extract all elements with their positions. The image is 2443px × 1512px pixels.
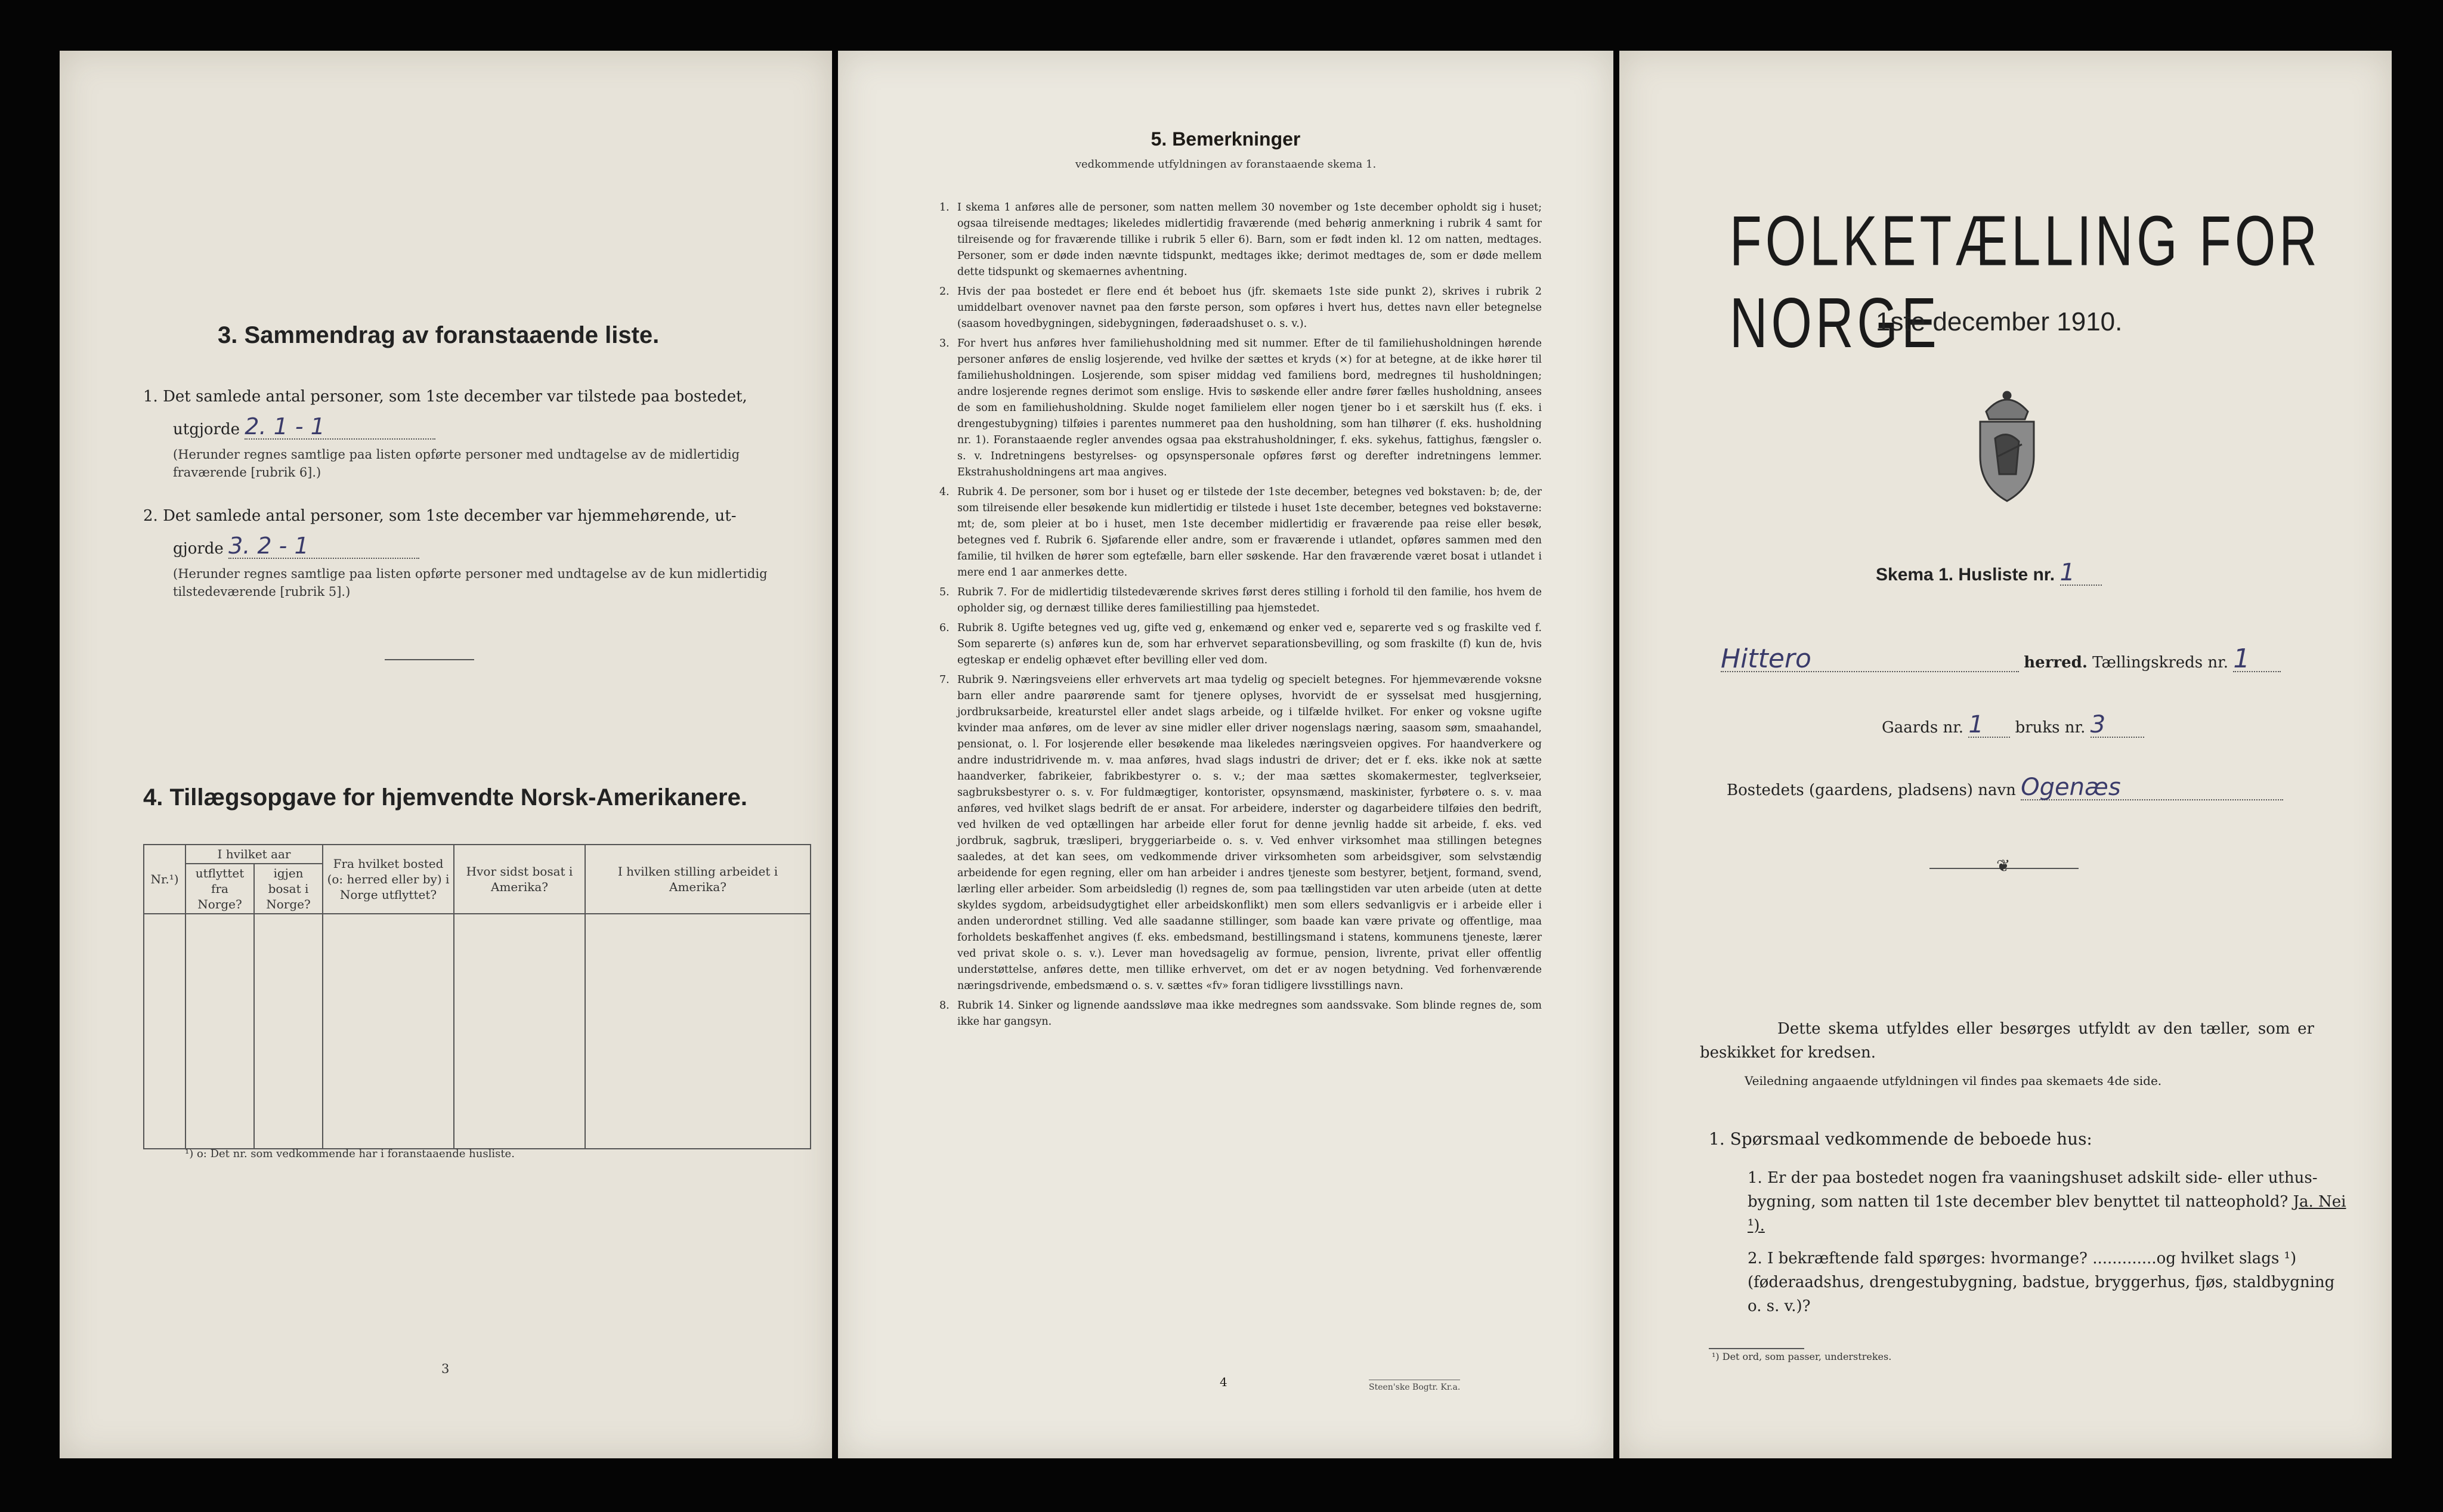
header-from-where: Fra hvilket bosted (o: herred eller by) i Norge utflyttet? <box>323 845 454 914</box>
remark-item <box>939 998 1542 1030</box>
remark-item <box>939 284 1542 332</box>
remarks-list <box>939 200 1542 1034</box>
table-row <box>144 1081 811 1115</box>
table-row <box>144 1048 811 1081</box>
remark-item <box>939 585 1542 617</box>
question-2-label: gjorde <box>173 540 224 558</box>
remarks-subheading: vedkommende utfyldningen av foranstaaende skema 1. <box>1075 158 1377 171</box>
question-2-answer-row <box>173 534 419 561</box>
question-2-text: 2. Det samlede antal personer, som 1ste december var hjemmehørende, ut- <box>143 507 737 525</box>
page-1-cover <box>1619 51 2392 1458</box>
house-question-1-text: 1. Er der paa bostedet nogen fra vaaningshuset adskilt side- eller uthus-bygning, som natten til 1ste december blev benyttet til natteophold? <box>1748 1169 2318 1211</box>
remark-text: Rubrik 8. Ugifte betegnes ved ug, gifte ved g, enkemænd og enker ved e, separerte ved s og fraskilte ved f. Som separerte (s) anføres kun de, som har erhvervet separationsbevilling, og som fraskilte (f) kun de, hvis egteskap er endelig ophævet efter bevilling eller ved dom. <box>957 622 1542 666</box>
table-row <box>144 1015 811 1048</box>
norwegian-coat-of-arms-icon <box>1962 385 2052 504</box>
remark-number: 2. <box>939 286 950 298</box>
gaards-value: 1 <box>1968 713 2010 738</box>
house-question-1 <box>1748 1166 2350 1238</box>
norsk-amerikaner-table <box>143 844 811 1149</box>
herred-value: Hittero <box>1721 647 2019 672</box>
ornament-icon: ❦ <box>1996 856 2011 876</box>
house-question-1-answer: Ja. Nei ¹). <box>1748 1193 2346 1235</box>
kreds-label: Tællingskreds nr. <box>2092 654 2228 672</box>
remark-text: Rubrik 7. For de midlertidig tilstedeværende skrives først deres stilling i forhold til den familie, hos hvem de opholder sig, og dernæst tillike deres familiestilling paa hjemstedet. <box>957 586 1542 614</box>
bosted-row <box>1727 775 2283 802</box>
remark-text: For hvert hus anføres hver familiehusholdning med sit nummer. Efter de til familiehusholdningen hørende personer anføres de enslig losjerende, ved hvilke der sættes et kryds (×) for at betegne, at de ikke hører til familiehusholdningen. Losjerende, som spiser middag ved familiens bord, medregnes til husholdningen; andre losjerende regnes derimot som enslige. Hvis to søskende eller andre fører fælles husholdning, ansees de som en familiehusholdning. Skulde noget familielem eller nogen tjener bo i et særskilt hus (f. eks. i drengestubygning) tilføies i parentes nummeret paa den husholdning, som han tilhører (f. eks. husholdning nr. 1). Foranstaaende regler anvendes ogsaa paa ekstrahusholdninger, f. eks. sykehus, fattighus, fængsler o. s. v. Indretningens bestyrelses- og opsynspersonale opføres først og derefter indretningens lemmer. Ekstrahusholdningens art maa angives. <box>957 338 1542 478</box>
remark-item <box>939 336 1542 481</box>
remark-number: 7. <box>939 674 950 686</box>
page-number: 4 <box>1220 1375 1227 1389</box>
questions-heading: 1. Spørsmaal vedkommende de beboede hus: <box>1709 1129 2092 1149</box>
header-last-lived: Hvor sidst bosat i Amerika? <box>454 845 585 914</box>
question-2-value: 3. 2 - 1 <box>228 534 419 559</box>
section-4-title: 4. Tillægsopgave for hjemvendte Norsk-Amerikanere. <box>143 784 747 811</box>
remark-text: Rubrik 4. De personer, som bor i huset og er tilstede der 1ste december, betegnes ved bokstaven: b; de, der som tilreisende eller besøkende kun midlertidig er tilstede i huset 1ste december, betegnes ved bokstaverne: mt; de, som pleier at bo i huset, men 1ste december midlertidig er fraværende paa reise eller besøk, betegnes ved f. Rubrik 6. Sjøfarende eller andre, som er fraværende i utlandet, opføres sammen med den familie, til hvilken de hører som egtefælle, barn eller søskende. Har den fraværende været bosat i utlandet i mere end 1 aar anmerkes dette. <box>957 486 1542 579</box>
remark-item <box>939 672 1542 994</box>
census-date: 1ste december 1910. <box>1876 307 2123 336</box>
section-3-title: 3. Sammendrag av foranstaaende liste. <box>218 322 660 348</box>
remark-number: 3. <box>939 338 950 350</box>
kreds-value: 1 <box>2233 647 2281 672</box>
remark-text: Rubrik 14. Sinker og lignende aandssløve maa ikke medregnes som aandssvake. Som blinde regnes de, som ikke har gangsyn. <box>957 1000 1542 1028</box>
herred-label: herred. <box>2024 654 2088 672</box>
house-question-2: 2. I bekræftende fald spørges: hvormange? .............og hvilket slags ¹) (føderaadshus, drengestubygning, badstue, bryggerhus, fjøs, staldbygning o. s. v.)? <box>1748 1250 2335 1315</box>
header-nr: Nr.¹) <box>144 845 185 914</box>
intro-note: Veiledning angaaende utfyldningen vil findes paa skemaets 4de side. <box>1745 1074 2162 1088</box>
footnote: ¹) Det ord, som passer, understrekes. <box>1712 1351 1892 1362</box>
question-1-answer-row <box>173 415 435 441</box>
table-row <box>144 914 811 948</box>
question-2-note: (Herunder regnes samtlige paa listen opførte personer med undtagelse av de kun midlertidig tilstedeværende [rubrik 5].) <box>173 567 768 599</box>
question-1-value: 2. 1 - 1 <box>245 415 435 440</box>
remark-item <box>939 200 1542 280</box>
census-title: FOLKETÆLLING FOR NORGE <box>1730 200 2321 363</box>
header-returned: igjen bosat i Norge? <box>254 864 323 914</box>
page-3-summary <box>60 51 832 1458</box>
remarks-heading: 5. Bemerkninger <box>1151 128 1301 150</box>
table-row <box>144 948 811 981</box>
printer-mark: Steen'ske Bogtr. Kr.a. <box>1369 1380 1460 1392</box>
skema-row <box>1876 561 2102 587</box>
header-emigrated: utflyttet fra Norge? <box>185 864 254 914</box>
question-1-label: utgjorde <box>173 420 240 438</box>
table-row <box>144 981 811 1015</box>
herred-row <box>1721 644 2353 675</box>
husliste-number: 1 <box>2060 561 2102 586</box>
remark-number: 5. <box>939 586 950 598</box>
remark-number: 4. <box>939 486 950 498</box>
remark-number: 8. <box>939 1000 950 1012</box>
table-row <box>144 1115 811 1149</box>
remark-item <box>939 620 1542 669</box>
bruks-label: bruks nr. <box>2015 719 2086 737</box>
table-footnote: ¹) o: Det nr. som vedkommende har i foranstaaende husliste. <box>185 1148 515 1160</box>
remark-number: 6. <box>939 622 950 634</box>
page-number: 3 <box>441 1362 450 1376</box>
bosted-label: Bostedets (gaardens, pladsens) navn <box>1727 781 2016 799</box>
skema-label: Skema 1. Husliste nr. <box>1876 565 2055 585</box>
footnote-divider <box>1709 1348 1804 1349</box>
header-year-group: I hvilket aar <box>185 845 323 864</box>
divider <box>385 659 474 660</box>
remark-text: Rubrik 9. Næringsveiens eller erhvervets art maa tydelig og specielt betegnes. For hjemmeværende voksne barn eller andre paarørende samt for tjenere oplyses, hvorvidt de er sysselsat med husgjerning, jordbruksarbeide, kreaturstel eller andet slags arbeide, og i tilfælde hvilket. For enker og voksne ugifte kvinder maa anføres, om de lever av sine midler eller driver nogenslags næring, saasom søm, smaahandel, pensionat, o. l. For losjerende eller besøkende maa likeledes næringsveien opgives. For haandverkere og andre industridrivende m. v. maa anføres, hvad slags industri de driver; det er f. eks. ikke nok at sætte haandverker, fabrikeier, fabrikbestyrer o. s. v.; der maa sættes skomakermester, teglverkseier, sagbruksbestyrer o. s. v. For fuldmægtiger, kontorister, opsynsmænd, maskinister, fyrbøtere o. s. v. maa anføres, ved hvilket slags bedrift de er ansat. For arbeidere, inderster og dagarbeidere tilføies den bedrift, ved hvilken de ved optællingen har arbeide eller forut for denne jevnlig hadde sit arbeide, f. eks. ved jordbruk, sagbruk, træsliperi, bryggeriarbeide o. s. v. Ved enhver virksomhet maa stillingen betegnes saaledes, at det kan sees, om vedkommende driver virksomheten som arbeidsgiver, som selvstændig arbeidende for egen regning, eller om han arbeider i andres tjeneste som bestyrer, betjent, formand, svend, lærling eller arbeider. Som arbeidsledig (l) regnes de, som paa tællingstiden var uten arbeide (uten at dette skyldes sygdom, arbeidsudygtighet eller arbeidskonflikt) men som ellers sedvanligvis er i arbeide eller i anden underordnet stilling. Ved alle saadanne stillinger, som baade kan være private og offentlige, maa forholdets beskaffenhet angives (f. eks. embedsmand, bestillingsmand i statens, kommunens tjeneste, lærer ved privat skole o. s. v.). Lever man hovedsagelig av formue, pension, livrente, privat eller offentlig understøttelse, anføres dette, men tillike erhvervet, om det er av nogen betydning. Ved forhenværende næringsdrivende, embedsmænd o. s. v. sættes «fv» foran tidligere livsstillings navn. <box>957 674 1542 992</box>
remark-number: 1. <box>939 202 950 214</box>
remark-item <box>939 484 1542 581</box>
question-1-note: (Herunder regnes samtlige paa listen opførte personer med undtagelse av de midlertidig fraværende [rubrik 6].) <box>173 447 740 480</box>
question-1-text: 1. Det samlede antal personer, som 1ste december var tilstede paa bostedet, <box>143 388 747 406</box>
intro-text: Dette skema utfyldes eller besørges utfyldt av den tæller, som er beskikket for kredsen. <box>1700 1020 2314 1062</box>
gaards-row <box>1882 713 2144 740</box>
gaards-label: Gaards nr. <box>1882 719 1964 737</box>
bosted-value: Ogenæs <box>2021 775 2283 800</box>
remark-text: I skema 1 anføres alle de personer, som natten mellem 30 november og 1ste december opholdt sig i huset; ogsaa tilreisende medtages; likeledes midlertidig fraværende (med behørig anmerkning i rubrik 4 samt for tilreisende og for fraværende tillike i rubrik 5 eller 6). Barn, som er født inden kl. 12 om natten, medtages. Personer, som er døde inden nævnte tidspunkt, medtages ikke; derimot medtages de, som er døde mellem dette tidspunkt og skemaernes avhentning. <box>957 202 1542 278</box>
remark-text: Hvis der paa bostedet er flere end ét beboet hus (jfr. skemaets 1ste side punkt 2), skrives i rubrik 2 umiddelbart ovenover navnet paa den første person, som opføres i hvert hus, dettes navn eller betegnelse (saasom hovedbygningen, sidebygningen, føderaadshuset o. s. v.). <box>957 286 1542 330</box>
header-occupation: I hvilken stilling arbeidet i Amerika? <box>585 845 811 914</box>
page-4-remarks <box>838 51 1613 1458</box>
bruks-value: 3 <box>2091 713 2144 738</box>
